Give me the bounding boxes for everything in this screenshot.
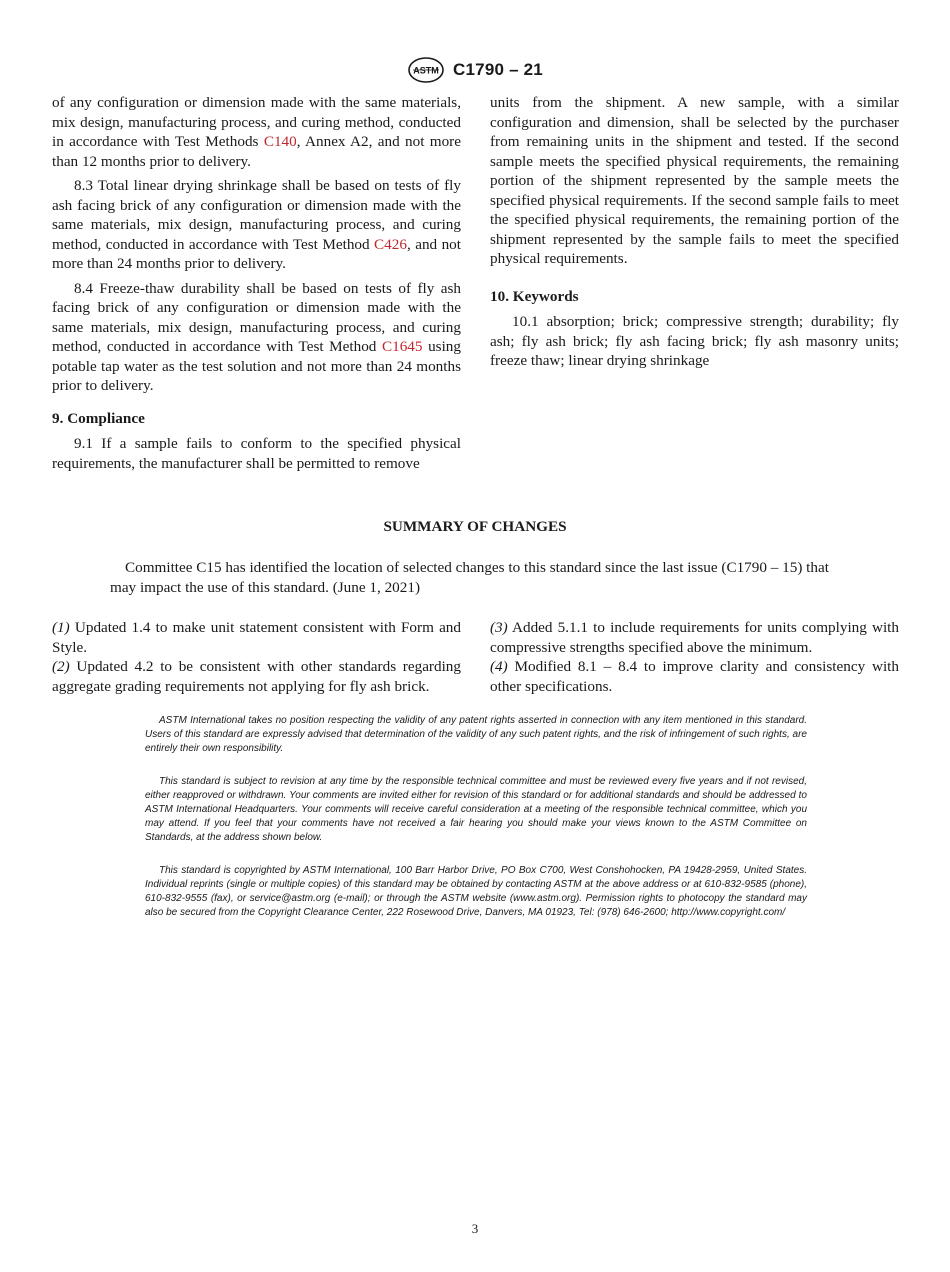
change-item: (2) Updated 4.2 to be consistent with other standards regarding aggregate grading requirements not applying for fly ash brick.: [52, 658, 461, 695]
change-item: (3) Added 5.1.1 to include requirements for units complying with compressive strengths specified above the minimum.: [490, 619, 899, 656]
patent-notice: ASTM International takes no position respecting the validity of any patent rights asserted in connection with any item mentioned in this standard. Users of this standard are expressly advised that determination of the validity of any such patent rights, and the risk of infringement of such rights, are entirely their own responsibility.: [145, 715, 807, 754]
summary-intro: Committee C15 has identified the location of selected changes to this standard since the last issue (C1790 – 15) that may impact the use of this standard. (June 1, 2021): [110, 559, 829, 596]
summary-of-changes-title: SUMMARY OF CHANGES: [383, 518, 567, 535]
change-item: (1) Updated 1.4 to make unit statement consistent with Form and Style.: [52, 619, 461, 656]
paragraph-8-2-continued: of any configuration or dimension made with the same materials, mix design, manufacturing process, and curing method, conducted in accordance with Test Methods C140, Annex A2, and not more than 12 months prior to delivery.: [52, 94, 461, 170]
change-item: (4) Modified 8.1 – 8.4 to improve clarity and consistency with other specifications.: [490, 658, 899, 695]
link-c1645[interactable]: C1645: [381, 338, 423, 355]
revision-notice: This standard is subject to revision at any time by the responsible technical committee and must be reviewed every five years and if not revised, either reapproved or withdrawn. Your comments are invited either for revision of this standard or for additional standards and should be addressed to ASTM International Headquarters. Your comments will receive careful consideration at a meeting of the responsible technical committee, which you may attend. If you feel that your comments have not received a fair hearing you should make your views known to the ASTM Committee on Standards, at the address shown below.: [145, 776, 807, 843]
link-c426[interactable]: C426: [374, 235, 407, 253]
left-column: [52, 93, 461, 478]
link-c140[interactable]: C140: [263, 133, 297, 150]
changes-right-column: [490, 618, 899, 696]
section-heading-keywords: 10. Keywords: [490, 287, 579, 305]
section-heading-compliance: 9. Compliance: [52, 409, 145, 427]
paragraph-8-4: 8.4 Freeze-thaw durability shall be based on tests of fly ash facing brick of any configuration or dimension made with the same materials, mix design, manufacturing process, and curing method, conducted in accordance with Test Method C1645 using potable tap water as the test solution and not more than 24 months prior to delivery.: [52, 279, 461, 394]
paragraph-10-1: 10.1 absorption; brick; compressive strength; durability; fly ash; fly ash brick; fly ash facing brick; fly ash masonry units; freeze thaw; linear drying shrinkage: [490, 313, 899, 369]
standard-designation: C1790 – 21: [453, 60, 543, 79]
changes-left-column: [52, 618, 461, 696]
right-column: [490, 93, 899, 376]
document-header: [0, 56, 950, 84]
page-number: 3: [471, 1221, 479, 1236]
svg-text:ASTM: ASTM: [413, 65, 439, 76]
paragraph-9-1-continued: units from the shipment. A new sample, with a similar configuration and dimension, shall be selected by the purchaser from remaining units in the shipment and tested. If the second sample meets the specified physical requirements, the remaining portion of the shipment represented by the sample meets the specified physical requirements. If the second sample fails to meet the specified physical requirements, the remaining portion of the shipment represented by the sample fails to meet the specified physical requirements.: [490, 94, 899, 267]
astm-logo-icon: [407, 56, 445, 84]
paragraph-8-3: 8.3 Total linear drying shrinkage shall be based on tests of fly ash facing brick of any configuration or dimension made with the same materials, mix design, manufacturing process, and curing method, conducted in accordance with Test Method C426, and not more than 24 months prior to delivery.: [52, 177, 461, 272]
paragraph-9-1: 9.1 If a sample fails to conform to the specified physical requirements, the manufacturer shall be permitted to remove: [52, 435, 461, 472]
copyright-notice: This standard is copyrighted by ASTM International, 100 Barr Harbor Drive, PO Box C700, West Conshohocken, PA 19428-2959, United States. Individual reprints (single or multiple copies) of this standard may be obtained by contacting ASTM at the above address or at 610-832-9585 (phone), 610-832-9555 (fax), or service@astm.org (e-mail); or through the ASTM website (www.astm.org). Permission rights to photocopy the standard may also be secured from the Copyright Clearance Center, 222 Rosewood Drive, Danvers, MA 01923, Tel: (978) 646-2600; http://www.copyright.com/: [145, 865, 807, 918]
